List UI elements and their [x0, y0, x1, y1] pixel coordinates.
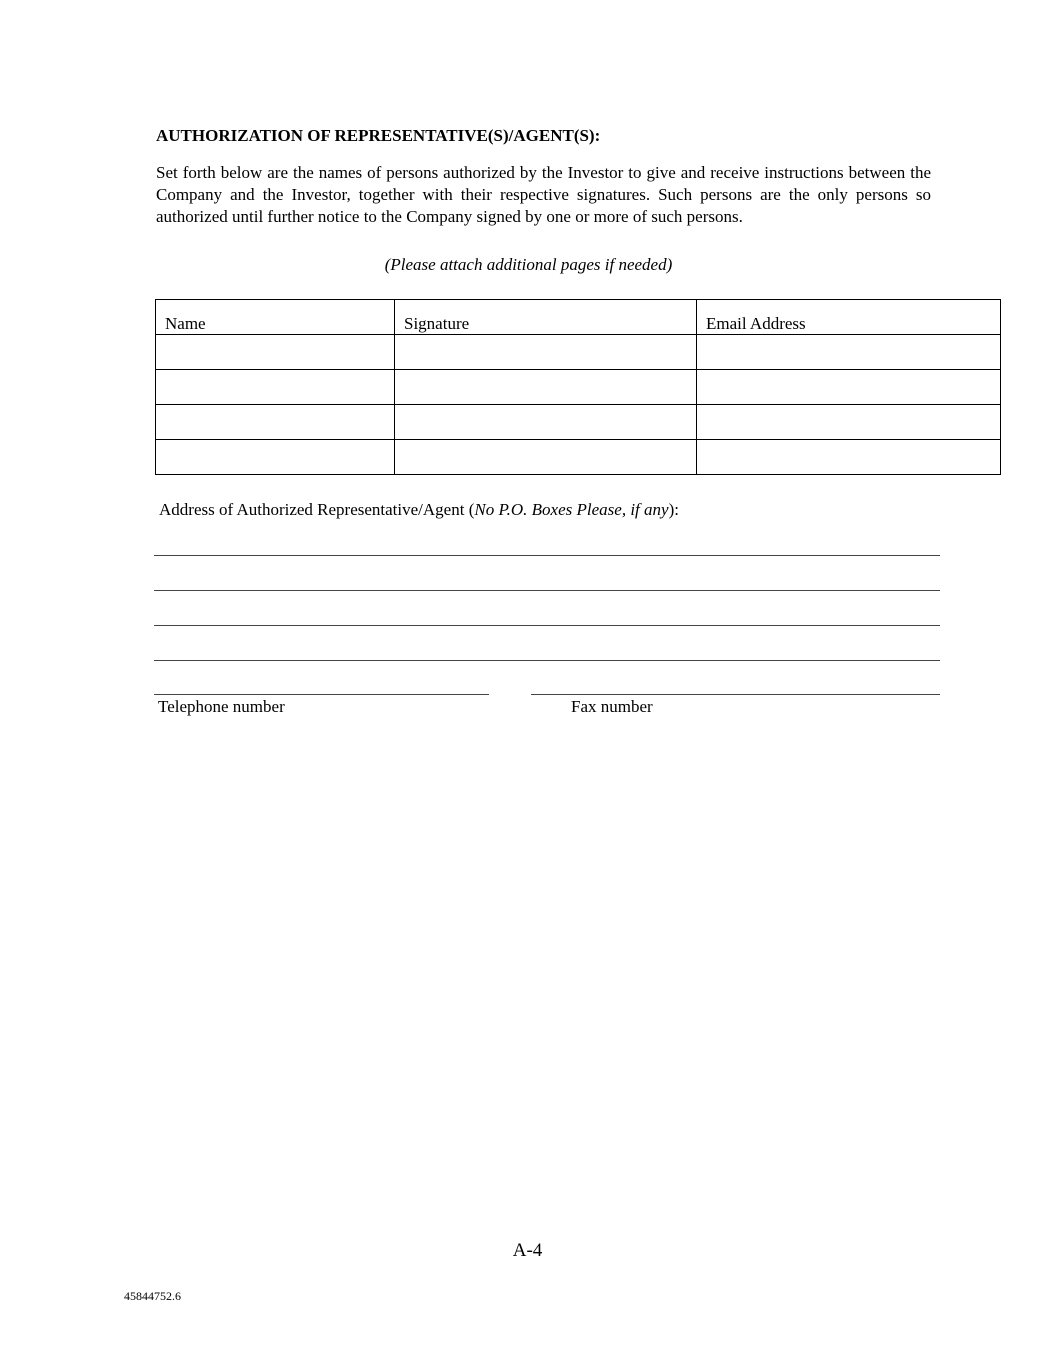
- address-line-3[interactable]: [154, 625, 940, 626]
- column-header-name: Name: [156, 300, 395, 335]
- email-cell[interactable]: [697, 370, 1001, 405]
- address-line-4[interactable]: [154, 660, 940, 661]
- email-cell[interactable]: [697, 405, 1001, 440]
- name-cell[interactable]: [156, 370, 395, 405]
- column-header-signature: Signature: [395, 300, 697, 335]
- section-heading: AUTHORIZATION OF REPRESENTATIVE(S)/AGENT(S):: [156, 126, 601, 145]
- instructions-paragraph: Set forth below are the names of persons authorized by the Investor to give and receive instructions between the Company and the Investor, together with their respective signatures. Such persons are the only persons so authorized until further notice to the Company signed by one or more of such persons.: [156, 163, 931, 226]
- telephone-line[interactable]: [154, 694, 489, 695]
- document-id: 45844752.6: [124, 1289, 181, 1303]
- address-label-prefix: Address of Authorized Representative/Agent (: [159, 500, 475, 519]
- table-row: [156, 370, 1001, 405]
- address-label: [159, 500, 679, 520]
- email-cell[interactable]: [697, 335, 1001, 370]
- name-cell[interactable]: [156, 335, 395, 370]
- address-line-1[interactable]: [154, 555, 940, 556]
- name-cell[interactable]: [156, 405, 395, 440]
- table-header-row: [156, 300, 1001, 335]
- additional-pages-note: (Please attach additional pages if needed): [384, 255, 673, 274]
- fax-line[interactable]: [531, 694, 940, 695]
- address-label-italic: No P.O. Boxes Please, if any: [474, 500, 669, 519]
- telephone-label: Telephone number: [158, 697, 285, 716]
- table-row: [156, 405, 1001, 440]
- table-row: [156, 440, 1001, 475]
- signature-cell[interactable]: [395, 440, 697, 475]
- signature-cell[interactable]: [395, 405, 697, 440]
- name-cell[interactable]: [156, 440, 395, 475]
- address-label-suffix: ):: [668, 500, 679, 519]
- signature-cell[interactable]: [395, 370, 697, 405]
- address-line-2[interactable]: [154, 590, 940, 591]
- email-cell[interactable]: [697, 440, 1001, 475]
- table-row: [156, 335, 1001, 370]
- fax-label: Fax number: [571, 697, 653, 716]
- page-number: A-4: [512, 1240, 543, 1261]
- representatives-table: [155, 299, 1001, 475]
- column-header-email: Email Address: [697, 300, 1001, 335]
- signature-cell[interactable]: [395, 335, 697, 370]
